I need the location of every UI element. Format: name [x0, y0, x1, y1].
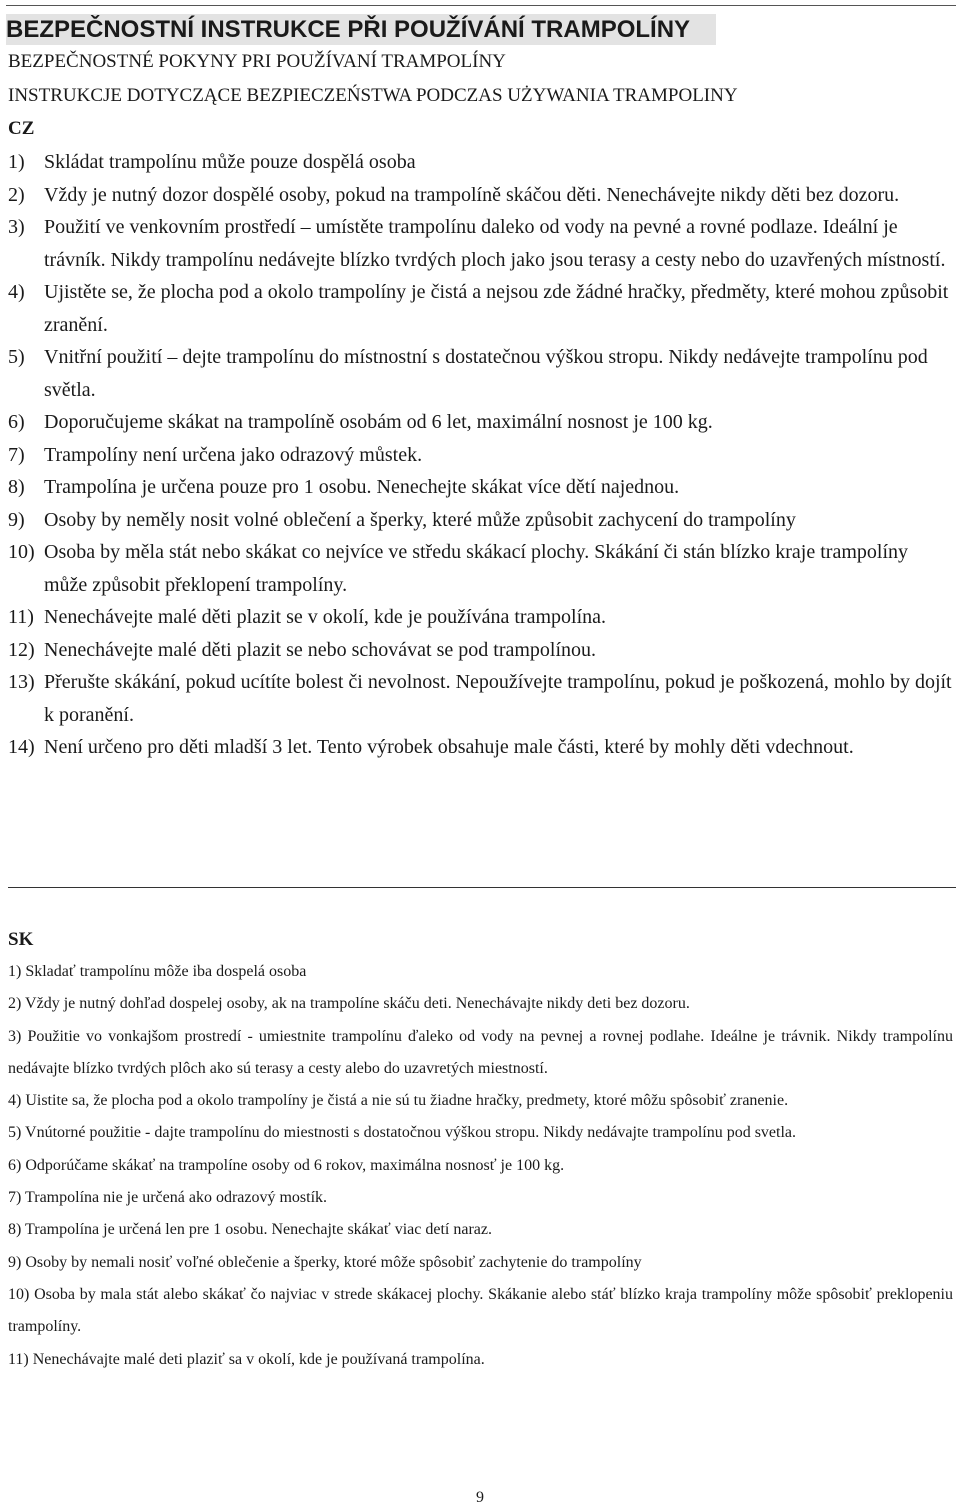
top-rule: [6, 5, 956, 6]
sk-instructions-list: [8, 956, 953, 1376]
list-item: 4) Uistite sa, že plocha pod a okolo trampolíny je čistá a nie sú tu žiadne hračky, predmety, ktoré môžu spôsobiť zranenie.: [8, 1092, 789, 1110]
item-text: Doporučujeme skákat na trampolíně osobám od 6 let, maximální nosnost je 100 kg.: [44, 411, 713, 433]
list-item: 1) Skladať trampolínu môže iba dospelá osoba: [8, 963, 307, 980]
item-number: 13): [8, 671, 35, 693]
list-item: [8, 341, 953, 406]
item-text: Nenechávejte malé děti plazit se v okolí, kde je používána trampolína.: [44, 606, 607, 628]
item-text: Trampolína je určena pouze pro 1 osobu. Nenechejte skákat více dětí najednou.: [44, 476, 680, 498]
item-number: 10): [8, 541, 35, 563]
item-number: 1): [8, 151, 25, 173]
list-item: [8, 471, 953, 504]
item-text: Přerušte skákání, pokud ucítíte bolest či nevolnost. Nepoužívejte trampolínu, pokud je poškozená, mohlo by dojít k poranění.: [44, 671, 952, 726]
item-text: Není určeno pro děti mladší 3 let. Tento výrobek obsahuje male části, které by mohly děti vdechnout.: [44, 736, 854, 758]
item-text: Ujistěte se, že plocha pod a okolo trampolíny je čistá a nejsou zde žádné hračky, předměty, které mohou způsobit zranění.: [44, 281, 949, 336]
list-item: 10) Osoba by mala stát alebo skákať čo najviac v strede skákacej plochy. Skákanie alebo stáť blízko kraja trampolíny môže spôsobiť preklopeniu trampolíny.: [8, 1285, 953, 1336]
list-item: [8, 601, 953, 634]
list-item: 7) Trampolína nie je určená ako odrazový mostík.: [8, 1189, 328, 1207]
list-item: 5) Vnútorné použitie - dajte trampolínu do miestnosti s dostatočnou výškou stropu. Nikdy nedávajte trampolínu pod svetla.: [8, 1124, 797, 1142]
item-number: 2): [8, 183, 25, 206]
item-number: 8): [8, 476, 25, 498]
cz-instructions-list: [8, 146, 953, 764]
list-item: [8, 634, 953, 667]
item-text: Osoby by neměly nosit volné oblečení a šperky, které může způsobit zachycení do trampolíny: [44, 508, 796, 531]
section-divider: [8, 887, 956, 888]
item-number: 3): [8, 216, 25, 238]
subtitle-pl: INSTRUKCJE DOTYCZĄCE BEZPIECZEŃSTWA PODCZAS UŻYWANIA TRAMPOLINY: [8, 85, 738, 106]
document-title: BEZPEČNOSTNÍ INSTRUKCE PŘI POUŽÍVÁNÍ TRAMPOLÍNY: [6, 14, 716, 45]
list-item: [8, 504, 953, 537]
list-item: [8, 536, 953, 601]
item-text: Osoba by měla stát nebo skákat co nejvíce ve středu skákací plochy. Skákání či stán blízko kraje trampolíny může způsobit překlopení trampolíny.: [44, 541, 909, 596]
section-heading-sk: SK: [8, 929, 34, 950]
list-item: 2) Vždy je nutný dohľad dospelej osoby, ak na trampolíne skáču deti. Nenechávajte nikdy deti bez dozoru.: [8, 995, 690, 1013]
list-item: 11) Nenechávajte malé deti plaziť sa v okolí, kde je používaná trampolína.: [8, 1350, 485, 1368]
item-number: 7): [8, 443, 25, 466]
item-text: Použití ve venkovním prostředí – umístěte trampolínu daleko od vody na pevné a rovné podlaze. Ideální je trávník. Nikdy trampolínu nedávejte blízko tvrdých ploch jako jsou terasy a cesty nebo do uzavřených místností.: [44, 216, 946, 271]
list-item: [8, 439, 953, 472]
item-number: 6): [8, 411, 25, 433]
item-text: Vnitřní použití – dejte trampolínu do místnostní s dostatečnou výškou stropu. Nikdy nedávejte trampolínu pod světla.: [44, 346, 928, 401]
list-item: [8, 146, 953, 179]
list-item: [8, 211, 953, 276]
list-item: [8, 179, 953, 212]
item-text: Vždy je nutný dozor dospělé osoby, pokud na trampolíně skáčou děti. Nenechávejte nikdy děti bez dozoru.: [44, 183, 900, 206]
list-item: 6) Odporúčame skákať na trampolíne osoby od 6 rokov, maximálna nosnosť je 100 kg.: [8, 1156, 565, 1174]
list-item: [8, 731, 953, 764]
item-number: 9): [8, 508, 25, 531]
list-item: 8) Trampolína je určená len pre 1 osobu. Nenechajte skákať viac detí naraz.: [8, 1221, 492, 1239]
item-number: 14): [8, 736, 35, 758]
list-item: [8, 406, 953, 439]
item-text: Trampolíny není určena jako odrazový můstek.: [44, 443, 423, 466]
list-item: 3) Použitie vo vonkajšom prostredí - umiestnite trampolínu ďaleko od vody na pevnej a rovnej podlahe. Ideálne je trávnik. Nikdy trampolínu nedávajte blízko tvrdých plôch ako sú terasy a cesty alebo do uzavretých miestností.: [8, 1027, 953, 1077]
list-item: [8, 666, 953, 731]
section-heading-cz: CZ: [8, 118, 35, 139]
item-number: 11): [8, 606, 34, 628]
subtitle-sk: BEZPEČNOSTNÉ POKYNY PRI POUŽÍVANÍ TRAMPOLÍNY: [8, 51, 506, 72]
page-number: 9: [476, 1489, 484, 1506]
item-text: Nenechávejte malé děti plazit se nebo schovávat se pod trampolínou.: [44, 638, 597, 661]
list-item: [8, 276, 953, 341]
item-text: Skládat trampolínu může pouze dospělá osoba: [44, 151, 416, 173]
item-number: 5): [8, 346, 25, 368]
item-number: 4): [8, 281, 25, 303]
list-item: 9) Osoby by nemali nosiť voľné oblečenie a šperky, ktoré môže spôsobiť zachytenie do trampolíny: [8, 1253, 642, 1271]
item-number: 12): [8, 638, 35, 661]
